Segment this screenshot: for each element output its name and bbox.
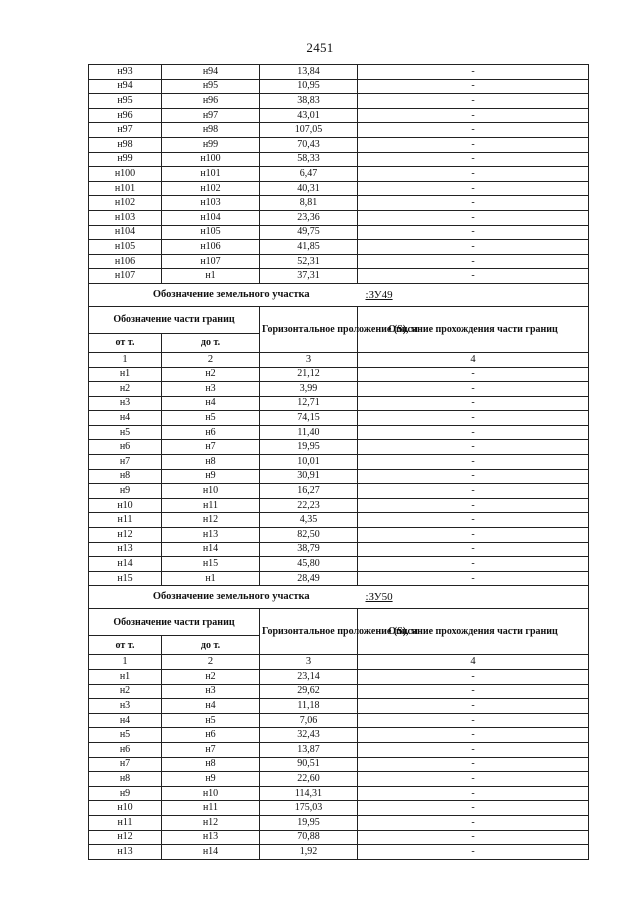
distance-cell: 23,14 [260, 670, 358, 685]
table-row [89, 240, 589, 255]
distance-cell: 70,43 [260, 137, 358, 152]
table-row [89, 699, 589, 714]
from-point-cell: н15 [89, 571, 162, 586]
to-point-cell: н8 [162, 455, 260, 470]
to-point-cell: н4 [162, 396, 260, 411]
from-point-cell: н99 [89, 152, 162, 167]
to-point-cell: н14 [162, 542, 260, 557]
table-row [89, 742, 589, 757]
table-row [89, 152, 589, 167]
distance-cell: 6,47 [260, 167, 358, 182]
from-point-cell: н1 [89, 670, 162, 685]
plot-title-row [89, 283, 589, 306]
distance-cell: 90,51 [260, 757, 358, 772]
description-cell: - [358, 425, 589, 440]
description-cell: - [358, 670, 589, 685]
to-point-cell: н1 [162, 571, 260, 586]
to-point-cell: н11 [162, 801, 260, 816]
table-row [89, 425, 589, 440]
table-row [89, 455, 589, 470]
table-row [89, 254, 589, 269]
part-label-header: Обозначение части границ [89, 609, 260, 636]
from-point-cell: н96 [89, 108, 162, 123]
distance-cell: 107,05 [260, 123, 358, 138]
description-cell: - [358, 240, 589, 255]
to-header: до т. [162, 333, 260, 352]
distance-cell: 30,91 [260, 469, 358, 484]
description-header: Описание прохождения части границ [358, 609, 589, 655]
from-point-cell: н94 [89, 79, 162, 94]
to-point-cell: н101 [162, 167, 260, 182]
table-row [89, 772, 589, 787]
to-point-cell: н12 [162, 513, 260, 528]
distance-cell: 19,95 [260, 440, 358, 455]
distance-cell: 45,80 [260, 557, 358, 572]
from-point-cell: н102 [89, 196, 162, 211]
distance-cell: 37,31 [260, 269, 358, 284]
table-row [89, 801, 589, 816]
to-point-cell: н2 [162, 367, 260, 382]
to-point-cell: н14 [162, 845, 260, 860]
description-cell: - [358, 830, 589, 845]
to-point-cell: н3 [162, 684, 260, 699]
from-point-cell: н106 [89, 254, 162, 269]
to-point-cell: н102 [162, 181, 260, 196]
from-point-cell: н9 [89, 484, 162, 499]
to-point-cell: н11 [162, 498, 260, 513]
from-point-cell: н1 [89, 367, 162, 382]
table-row [89, 225, 589, 240]
table-row [89, 440, 589, 455]
to-point-cell: н6 [162, 728, 260, 743]
from-point-cell: н104 [89, 225, 162, 240]
table-row [89, 513, 589, 528]
table-row [89, 94, 589, 109]
from-point-cell: н5 [89, 425, 162, 440]
column-number: 1 [89, 352, 162, 367]
description-cell: - [358, 411, 589, 426]
to-point-cell: н96 [162, 94, 260, 109]
from-point-cell: н5 [89, 728, 162, 743]
distance-cell: 8,81 [260, 196, 358, 211]
table-row [89, 528, 589, 543]
table-row [89, 542, 589, 557]
from-header: от т. [89, 636, 162, 655]
distance-cell: 1,92 [260, 845, 358, 860]
from-point-cell: н6 [89, 742, 162, 757]
from-point-cell: н11 [89, 815, 162, 830]
column-number: 4 [358, 655, 589, 670]
to-point-cell: н105 [162, 225, 260, 240]
to-point-cell: н9 [162, 469, 260, 484]
table-row [89, 713, 589, 728]
description-cell: - [358, 742, 589, 757]
from-header: от т. [89, 333, 162, 352]
to-point-cell: н2 [162, 670, 260, 685]
from-point-cell: н97 [89, 123, 162, 138]
description-cell: - [358, 196, 589, 211]
to-point-cell: н107 [162, 254, 260, 269]
column-number: 2 [162, 352, 260, 367]
distance-cell: 16,27 [260, 484, 358, 499]
from-point-cell: н6 [89, 440, 162, 455]
description-cell: - [358, 845, 589, 860]
from-point-cell: н101 [89, 181, 162, 196]
distance-cell: 3,99 [260, 382, 358, 397]
column-numbers-row [89, 655, 589, 670]
to-point-cell: н12 [162, 815, 260, 830]
description-cell: - [358, 528, 589, 543]
from-point-cell: н2 [89, 382, 162, 397]
to-point-cell: н4 [162, 699, 260, 714]
table-row [89, 382, 589, 397]
distance-cell: 58,33 [260, 152, 358, 167]
from-point-cell: н8 [89, 469, 162, 484]
from-point-cell: н10 [89, 801, 162, 816]
from-point-cell: н12 [89, 830, 162, 845]
plot-id: :ЗУ50 [358, 586, 589, 609]
column-numbers-row [89, 352, 589, 367]
to-point-cell: н98 [162, 123, 260, 138]
distance-cell: 41,85 [260, 240, 358, 255]
to-point-cell: н10 [162, 484, 260, 499]
table-row [89, 210, 589, 225]
to-header: до т. [162, 636, 260, 655]
table-row [89, 79, 589, 94]
from-point-cell: н7 [89, 757, 162, 772]
table-row [89, 396, 589, 411]
description-cell: - [358, 108, 589, 123]
table-row [89, 65, 589, 80]
distance-cell: 19,95 [260, 815, 358, 830]
distance-cell: 29,62 [260, 684, 358, 699]
description-cell: - [358, 757, 589, 772]
table-row [89, 845, 589, 860]
plot-title-row [89, 586, 589, 609]
column-number: 1 [89, 655, 162, 670]
from-point-cell: н98 [89, 137, 162, 152]
column-number: 4 [358, 352, 589, 367]
to-point-cell: н5 [162, 411, 260, 426]
boundary-table [88, 64, 589, 860]
table-row [89, 469, 589, 484]
description-cell: - [358, 469, 589, 484]
from-point-cell: н9 [89, 786, 162, 801]
distance-cell: 23,36 [260, 210, 358, 225]
header-row [89, 609, 589, 636]
to-point-cell: н104 [162, 210, 260, 225]
distance-cell: 74,15 [260, 411, 358, 426]
part-label-header: Обозначение части границ [89, 306, 260, 333]
description-header: Описание прохождения части границ [358, 306, 589, 352]
table-row [89, 498, 589, 513]
plot-label: Обозначение земельного участка [89, 283, 358, 306]
table-row [89, 728, 589, 743]
description-cell: - [358, 786, 589, 801]
table-row [89, 557, 589, 572]
distance-cell: 7,06 [260, 713, 358, 728]
to-point-cell: н3 [162, 382, 260, 397]
from-point-cell: н14 [89, 557, 162, 572]
from-point-cell: н103 [89, 210, 162, 225]
from-point-cell: н3 [89, 396, 162, 411]
table-row [89, 167, 589, 182]
distance-cell: 40,31 [260, 181, 358, 196]
from-point-cell: н107 [89, 269, 162, 284]
description-cell: - [358, 382, 589, 397]
table-row [89, 830, 589, 845]
distance-cell: 22,23 [260, 498, 358, 513]
to-point-cell: н97 [162, 108, 260, 123]
from-point-cell: н93 [89, 65, 162, 80]
from-point-cell: н95 [89, 94, 162, 109]
table-row [89, 757, 589, 772]
distance-cell: 114,31 [260, 786, 358, 801]
distance-cell: 4,35 [260, 513, 358, 528]
distance-cell: 21,12 [260, 367, 358, 382]
from-point-cell: н7 [89, 455, 162, 470]
description-cell: - [358, 254, 589, 269]
distance-cell: 49,75 [260, 225, 358, 240]
table-row [89, 484, 589, 499]
to-point-cell: н7 [162, 742, 260, 757]
table-row [89, 786, 589, 801]
to-point-cell: н15 [162, 557, 260, 572]
distance-cell: 38,79 [260, 542, 358, 557]
description-cell: - [358, 455, 589, 470]
to-point-cell: н6 [162, 425, 260, 440]
description-cell: - [358, 440, 589, 455]
to-point-cell: н95 [162, 79, 260, 94]
distance-cell: 11,40 [260, 425, 358, 440]
from-point-cell: н11 [89, 513, 162, 528]
page-number: 2451 [306, 40, 334, 55]
distance-cell: 38,83 [260, 94, 358, 109]
description-cell: - [358, 79, 589, 94]
from-point-cell: н4 [89, 713, 162, 728]
distance-cell: 10,01 [260, 455, 358, 470]
description-cell: - [358, 94, 589, 109]
description-cell: - [358, 167, 589, 182]
description-cell: - [358, 65, 589, 80]
column-number: 3 [260, 352, 358, 367]
distance-cell: 32,43 [260, 728, 358, 743]
boundary-table-body [89, 65, 589, 860]
distance-cell: 28,49 [260, 571, 358, 586]
description-cell: - [358, 728, 589, 743]
to-point-cell: н13 [162, 830, 260, 845]
description-cell: - [358, 152, 589, 167]
column-number: 2 [162, 655, 260, 670]
from-point-cell: н2 [89, 684, 162, 699]
distance-cell: 175,03 [260, 801, 358, 816]
description-cell: - [358, 815, 589, 830]
description-cell: - [358, 396, 589, 411]
table-row [89, 123, 589, 138]
distance-cell: 82,50 [260, 528, 358, 543]
distance-cell: 12,71 [260, 396, 358, 411]
description-cell: - [358, 225, 589, 240]
description-cell: - [358, 123, 589, 138]
to-point-cell: н103 [162, 196, 260, 211]
table-row [89, 684, 589, 699]
description-cell: - [358, 137, 589, 152]
plot-label: Обозначение земельного участка [89, 586, 358, 609]
to-point-cell: н100 [162, 152, 260, 167]
description-cell: - [358, 801, 589, 816]
from-point-cell: н8 [89, 772, 162, 787]
description-cell: - [358, 367, 589, 382]
horizontal-header: Горизонтальное проложение (S), м [260, 609, 358, 655]
table-row [89, 181, 589, 196]
distance-cell: 11,18 [260, 699, 358, 714]
to-point-cell: н13 [162, 528, 260, 543]
table-row [89, 196, 589, 211]
plot-id: :ЗУ49 [358, 283, 589, 306]
horizontal-header: Горизонтальное проложение (S), м [260, 306, 358, 352]
description-cell: - [358, 269, 589, 284]
from-point-cell: н10 [89, 498, 162, 513]
from-point-cell: н100 [89, 167, 162, 182]
distance-cell: 70,88 [260, 830, 358, 845]
description-cell: - [358, 571, 589, 586]
distance-cell: 52,31 [260, 254, 358, 269]
description-cell: - [358, 513, 589, 528]
from-point-cell: н13 [89, 542, 162, 557]
table-row [89, 571, 589, 586]
distance-cell: 43,01 [260, 108, 358, 123]
to-point-cell: н1 [162, 269, 260, 284]
from-point-cell: н4 [89, 411, 162, 426]
to-point-cell: н8 [162, 757, 260, 772]
to-point-cell: н99 [162, 137, 260, 152]
description-cell: - [358, 699, 589, 714]
table-row [89, 411, 589, 426]
description-cell: - [358, 684, 589, 699]
to-point-cell: н5 [162, 713, 260, 728]
column-number: 3 [260, 655, 358, 670]
table-row [89, 815, 589, 830]
to-point-cell: н9 [162, 772, 260, 787]
to-point-cell: н106 [162, 240, 260, 255]
from-point-cell: н13 [89, 845, 162, 860]
distance-cell: 13,87 [260, 742, 358, 757]
description-cell: - [358, 484, 589, 499]
description-cell: - [358, 713, 589, 728]
to-point-cell: н10 [162, 786, 260, 801]
distance-cell: 13,84 [260, 65, 358, 80]
description-cell: - [358, 498, 589, 513]
table-row [89, 269, 589, 284]
description-cell: - [358, 557, 589, 572]
from-point-cell: н3 [89, 699, 162, 714]
table-row [89, 108, 589, 123]
to-point-cell: н7 [162, 440, 260, 455]
distance-cell: 10,95 [260, 79, 358, 94]
table-row [89, 670, 589, 685]
to-point-cell: н94 [162, 65, 260, 80]
distance-cell: 22,60 [260, 772, 358, 787]
from-point-cell: н105 [89, 240, 162, 255]
description-cell: - [358, 772, 589, 787]
table-row [89, 367, 589, 382]
from-point-cell: н12 [89, 528, 162, 543]
description-cell: - [358, 181, 589, 196]
description-cell: - [358, 210, 589, 225]
description-cell: - [358, 542, 589, 557]
header-row [89, 306, 589, 333]
table-row [89, 137, 589, 152]
